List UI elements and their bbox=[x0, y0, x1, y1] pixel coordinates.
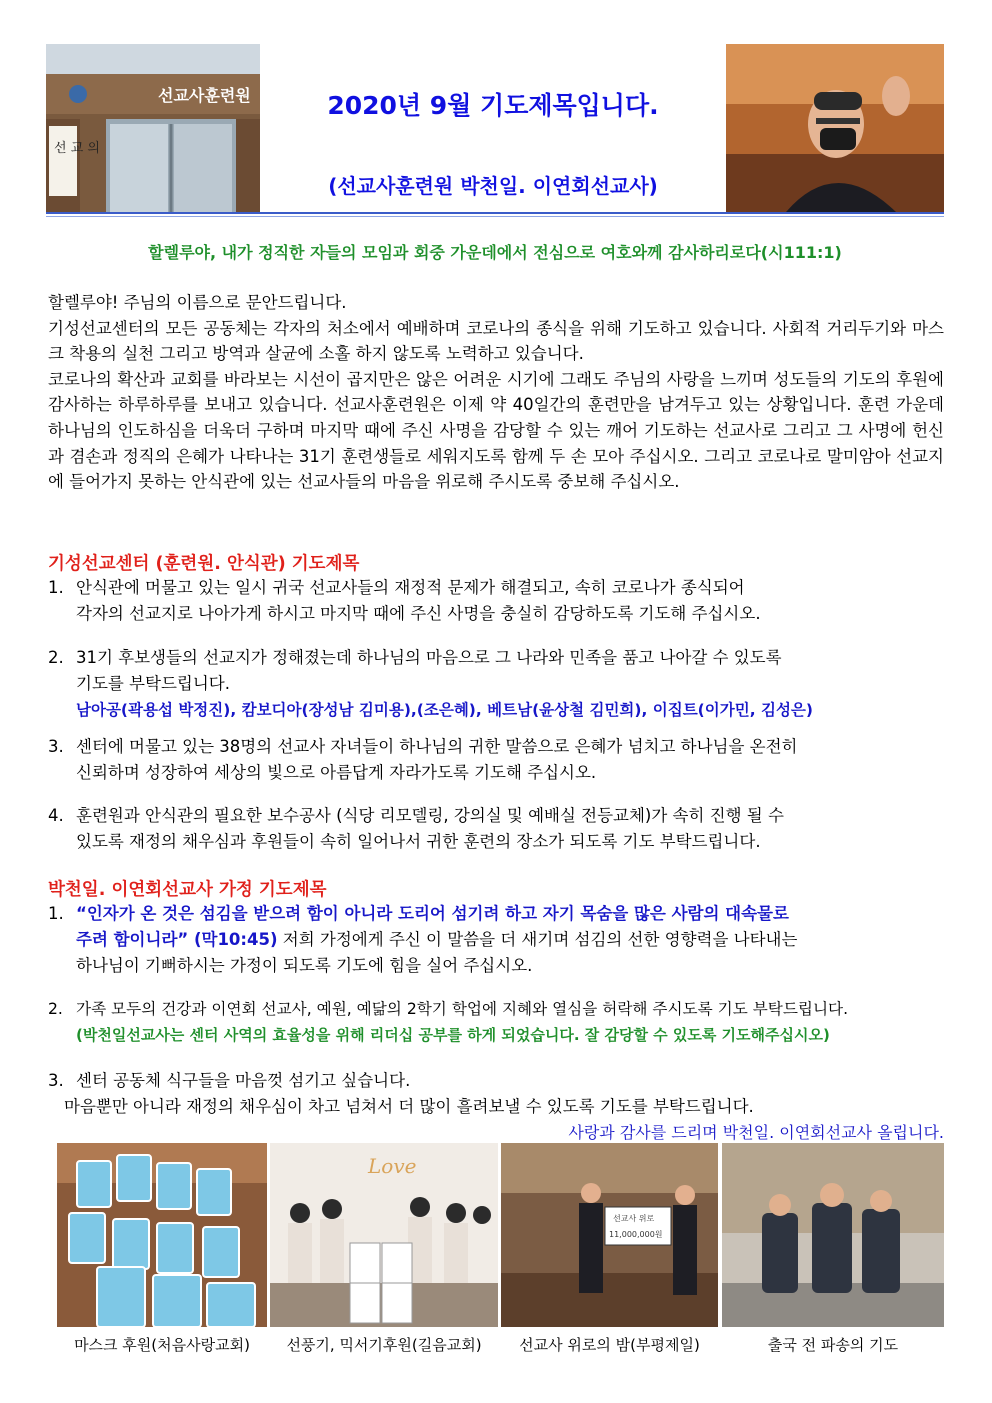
item-number: 3. bbox=[48, 1071, 64, 1090]
bible-verse: 할렐루야, 내가 정직한 자들의 모임과 회중 가운데에서 전심으로 여호와께 감사하리로다(시111:1) bbox=[148, 243, 842, 262]
prayer-item-3 bbox=[48, 734, 944, 786]
page-title: 2020년 9월 기도제목입니다. bbox=[327, 91, 659, 120]
item-line: 가족 모두의 건강과 이연회 선교사, 예원, 예닮의 2학기 학업에 지혜와 열심을 허락해 주시도록 기도 부탁드립니다. bbox=[76, 1000, 849, 1018]
section-title-center: 기성선교센터 (훈련원. 안식관) 기도제목 bbox=[48, 554, 360, 574]
item-line: 신뢰하며 성장하여 세상의 빛으로 아름답게 자라가도록 기도해 주십시오. bbox=[76, 763, 597, 782]
item-number: 1. bbox=[48, 904, 64, 923]
section-title-family: 박천일. 이연회선교사 가정 기도제목 bbox=[48, 880, 327, 900]
header-divider-thin bbox=[46, 216, 944, 217]
appreciation-night-photo bbox=[501, 1143, 718, 1327]
item-line: 마음뿐만 아니라 재정의 채우심이 차고 넘쳐서 더 많이 흘려보낼 수 있도록 기도를 부탁드립니다. bbox=[64, 1097, 754, 1116]
leadership-note: (박천일선교사는 센터 사역의 효율성을 위해 리더십 공부를 하게 되었습니다. 잘 감당할 수 있도록 기도해주십시오) bbox=[76, 1026, 830, 1044]
photo-caption-masks: 마스크 후원(처음사랑교회) bbox=[74, 1336, 250, 1354]
item-line: 센터에 머물고 있는 38명의 선교사 자녀들이 하나님의 귀한 말씀으로 은혜가 넘치고 하나님을 온전히 bbox=[76, 737, 798, 756]
prayer-item-4 bbox=[48, 803, 944, 855]
intro-letter bbox=[48, 290, 944, 495]
item-line: 31기 후보생들의 선교지가 정해졌는데 하나님의 마음으로 그 나라와 민족을 품고 나아갈 수 있도록 bbox=[76, 648, 782, 667]
scripture-quote: “인자가 온 것은 섬김을 받으려 함이 아니라 도리어 섬기려 하고 자기 목숨을 많은 사람의 대속물로 bbox=[76, 904, 789, 923]
photo-caption-prayer: 출국 전 파송의 기도 bbox=[767, 1336, 899, 1354]
item-number: 1. bbox=[48, 578, 64, 597]
scripture-quote-end: 주려 함이니라” (막10:45) bbox=[76, 930, 278, 949]
sending-prayer-photo bbox=[722, 1143, 944, 1327]
header-divider bbox=[46, 212, 944, 214]
family-item-1 bbox=[48, 901, 944, 979]
item-line: 하나님이 기뻐하시는 가정이 되도록 기도에 힘을 실어 주십시오. bbox=[76, 956, 533, 975]
prayer-item-1 bbox=[48, 575, 944, 627]
praying-missionary-photo bbox=[726, 44, 944, 212]
family-item-2 bbox=[48, 996, 944, 1048]
donation-board-amount: 11,000,000원 bbox=[609, 1230, 663, 1239]
item-number: 3. bbox=[48, 737, 64, 756]
item-number: 4. bbox=[48, 806, 64, 825]
prayer-item-2 bbox=[48, 645, 944, 723]
masks-photo bbox=[57, 1143, 267, 1327]
love-sign: Love bbox=[368, 1154, 417, 1178]
intro-paragraph-1: 기성선교센터의 모든 공동체는 각자의 처소에서 예배하며 코로나의 종식을 위해 기도하고 있습니다. 사회적 거리두기와 마스크 착용의 실천 그리고 방역과 살균에 소홀 하지 않도록 노력하고 있습니다. bbox=[48, 318, 944, 364]
item-line: 훈련원과 안식관의 필요한 보수공사 (식당 리모델링, 강의실 및 예배실 전등교체)가 속히 진행 될 수 bbox=[76, 806, 784, 825]
intro-paragraph-2: 코로나의 확산과 교회를 바라보는 시선이 곱지만은 않은 어려운 시기에 그래도 주님의 사랑을 느끼며 성도들의 기도의 후원에 감사하는 하루하루를 보내고 있습니다. 선교사훈련원은 이제 약 40일간의 훈련만을 남겨두고 있는 상황입니다. 훈련 가운데 하나님의 인도하심을 더욱더 구하며 마지막 때에 주신 사명을 감당할 수 있는 깨어 기도하는 선교사로 그리고 그 사명에 헌신과 겸손과 정직의 은혜가 나타나는 31기 훈련생들로 세워지도록 함께 두 손 모아 주십시오. 그리고 코로나로 말미암아 선교지에 들어가지 못하는 안식관에 있는 선교사들의 마음을 위로해 주시도록 중보해 주십시오. bbox=[48, 369, 944, 492]
item-line: 안식관에 머물고 있는 일시 귀국 선교사들의 재정적 문제가 해결되고, 속히 코로나가 종식되어 bbox=[76, 578, 745, 597]
item-line: 저희 가정에게 주신 이 말씀을 더 새기며 섬김의 선한 영향력을 나타내는 bbox=[277, 930, 798, 949]
page-subtitle: (선교사훈련원 박천일. 이연회선교사) bbox=[328, 174, 658, 198]
closing-signature: 사랑과 감사를 드리며 박천일. 이연회선교사 올립니다. bbox=[568, 1123, 944, 1142]
missionary-destinations: 남아공(곽용섭 박정진), 캄보디아(장성남 김미용),(조은혜), 베트남(윤상철 김민희), 이집트(이가민, 김성은) bbox=[76, 701, 813, 719]
fans-donation-photo bbox=[270, 1143, 498, 1327]
item-line: 각자의 선교지로 나아가게 하시고 마지막 때에 주신 사명을 충실히 감당하도록 기도해 주십시오. bbox=[76, 604, 761, 623]
photo-caption-fans: 선풍기, 믹서기후원(길음교회) bbox=[286, 1336, 482, 1354]
training-center-photo bbox=[46, 44, 260, 212]
item-line: 있도록 재정의 채우심과 후원들이 속히 일어나서 귀한 훈련의 장소가 되도록 기도 부탁드립니다. bbox=[76, 832, 761, 851]
photo-caption-appreciation: 선교사 위로의 밤(부평제일) bbox=[519, 1336, 700, 1354]
greeting: 할렐루야! 주님의 이름으로 문안드립니다. bbox=[48, 293, 347, 312]
item-number: 2. bbox=[48, 648, 64, 667]
donation-board-title: 선교사 위로 bbox=[613, 1214, 655, 1223]
door-sign: 선 교 의 bbox=[54, 141, 100, 156]
item-line: 센터 공동체 식구들을 마음껏 섬기고 싶습니다. bbox=[76, 1071, 411, 1090]
item-line: 기도를 부탁드립니다. bbox=[76, 674, 230, 693]
family-item-3 bbox=[48, 1068, 944, 1120]
item-number: 2. bbox=[48, 1000, 63, 1018]
center-sign: 선교사훈련원 bbox=[158, 86, 251, 105]
